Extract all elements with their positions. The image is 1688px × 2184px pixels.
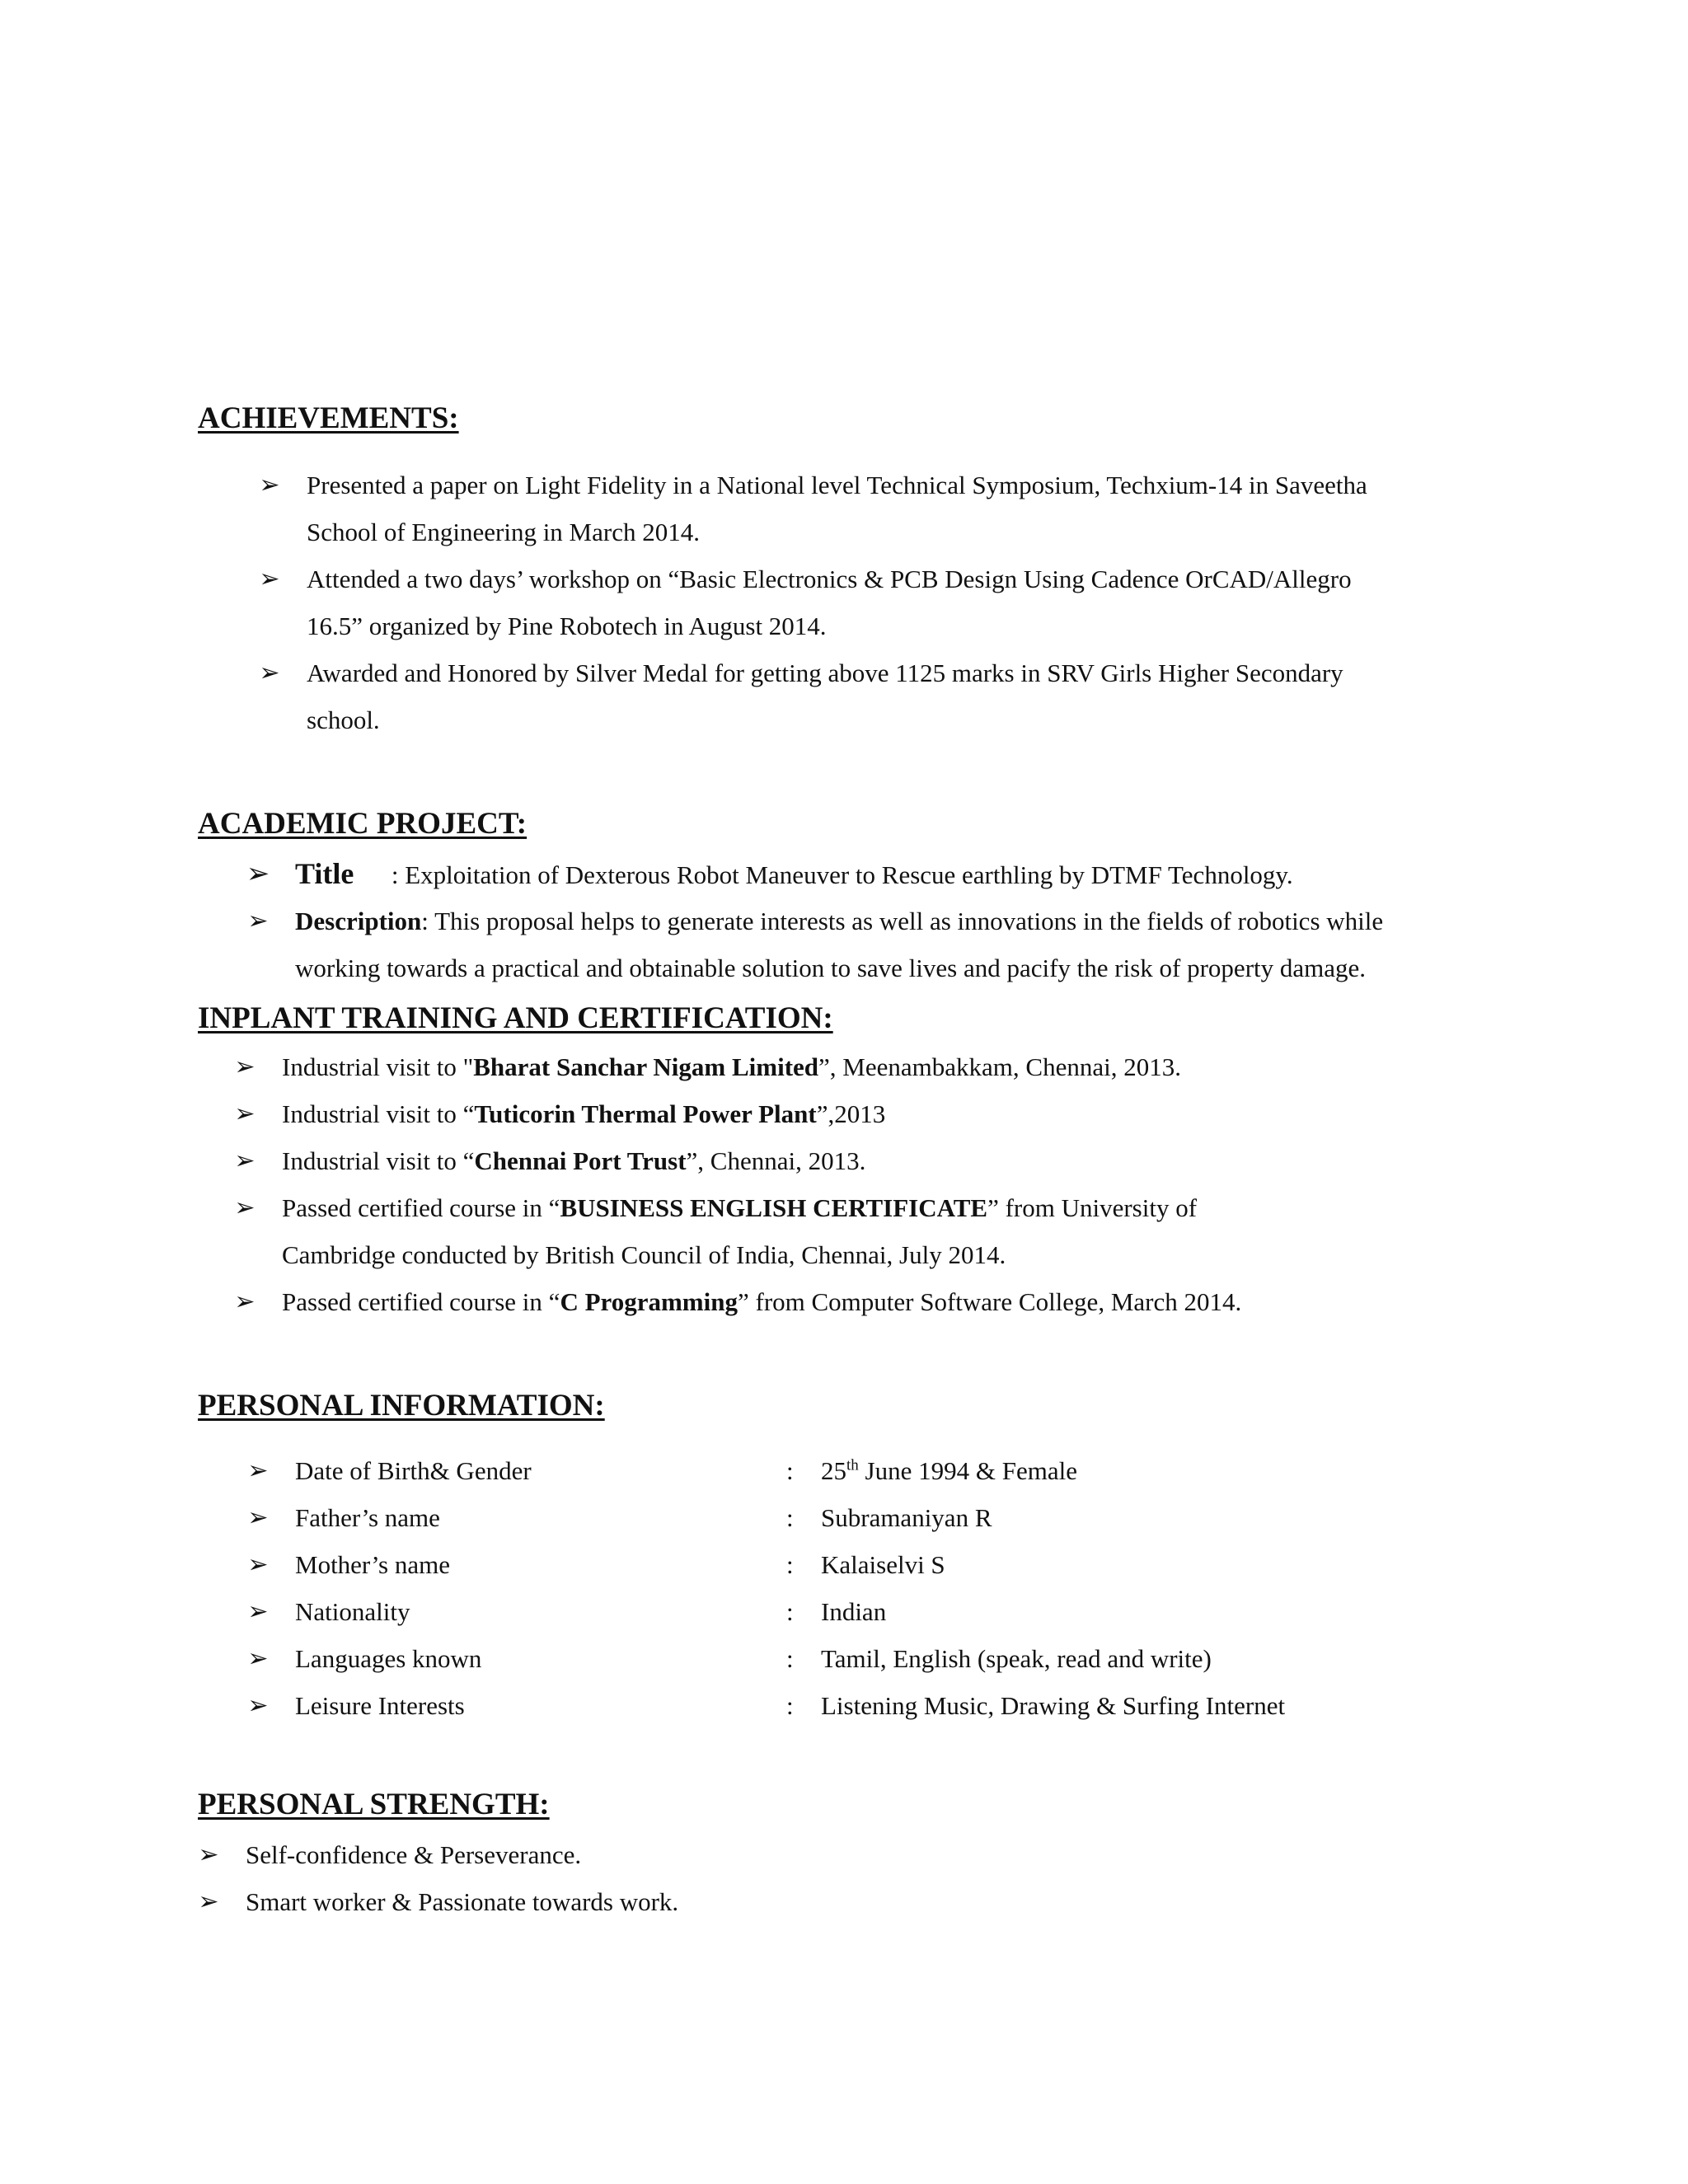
- inplant-item-1-post: ”, Meenambakkam, Chennai, 2013.: [818, 1052, 1181, 1081]
- nationality-value: Indian: [821, 1597, 887, 1626]
- inplant-item-3: [282, 1137, 865, 1184]
- bullet-icon: ➢: [234, 1288, 256, 1315]
- inplant-item-2-pre: Industrial visit to “: [282, 1099, 475, 1128]
- fathers-name-label: Father’s name: [295, 1503, 440, 1532]
- bullet-icon: ➢: [234, 1053, 256, 1080]
- inplant-item-4-line2: Cambridge conducted by British Council of India, Chennai, July 2014.: [282, 1240, 1006, 1269]
- bullet-icon: ➢: [246, 859, 270, 889]
- achievement-2-line2: 16.5” organized by Pine Robotech in August 2014.: [307, 612, 827, 640]
- inplant-item-2-bold: Tuticorin Thermal Power Plant: [474, 1099, 817, 1128]
- inplant-item-4-pre: Passed certified course in “: [282, 1193, 560, 1222]
- inplant-item-5-pre: Passed certified course in “: [282, 1287, 560, 1316]
- bullet-icon: ➢: [247, 1692, 269, 1719]
- inplant-item-4-bold: BUSINESS ENGLISH CERTIFICATE: [560, 1193, 988, 1222]
- achievement-1-line1: Presented a paper on Light Fidelity in a National level Technical Symposium, Techxium-14 in Saveetha: [307, 471, 1367, 499]
- nationality-separator: :: [786, 1597, 794, 1626]
- project-title-row: [295, 851, 1293, 898]
- mothers-name-separator: :: [786, 1550, 794, 1579]
- leisure-separator: :: [786, 1691, 794, 1720]
- bullet-icon: ➢: [259, 659, 280, 687]
- inplant-item-3-pre: Industrial visit to “: [282, 1146, 475, 1175]
- nationality-label: Nationality: [295, 1597, 410, 1626]
- academic-project-heading: ACADEMIC PROJECT:: [198, 807, 528, 841]
- achievement-3-line1: Awarded and Honored by Silver Medal for getting above 1125 marks in SRV Girls Higher Secondary: [307, 658, 1343, 687]
- languages-separator: :: [786, 1644, 794, 1673]
- bullet-icon: ➢: [247, 1551, 269, 1578]
- languages-value: Tamil, English (speak, read and write): [821, 1644, 1212, 1673]
- mothers-name-value: Kalaiselvi S: [821, 1550, 945, 1579]
- leisure-value: Listening Music, Drawing & Surfing Internet: [821, 1691, 1286, 1720]
- bullet-icon: ➢: [247, 1457, 269, 1484]
- achievement-1-line2: School of Engineering in March 2014.: [307, 518, 700, 546]
- achievements-heading: ACHIEVEMENTS:: [198, 401, 459, 435]
- inplant-item-3-bold: Chennai Port Trust: [474, 1146, 687, 1175]
- project-description-row: [295, 898, 1383, 944]
- mothers-name-label: Mother’s name: [295, 1550, 450, 1579]
- inplant-item-4-post: ” from University of: [987, 1193, 1198, 1222]
- bullet-icon: ➢: [247, 1504, 269, 1531]
- personal-strength-heading: PERSONAL STRENGTH:: [198, 1788, 550, 1821]
- inplant-item-1-bold: Bharat Sanchar Nigam Limited: [473, 1052, 819, 1081]
- fathers-name-value: Subramaniyan R: [821, 1503, 992, 1532]
- inplant-item-5: [282, 1278, 1241, 1325]
- dob-label: Date of Birth& Gender: [295, 1456, 532, 1485]
- bullet-icon: ➢: [234, 1100, 256, 1127]
- dob-suffix: th: [846, 1456, 859, 1474]
- inplant-heading: INPLANT TRAINING AND CERTIFICATION:: [198, 1001, 833, 1035]
- inplant-item-1: [282, 1043, 1181, 1090]
- bullet-icon: ➢: [247, 907, 269, 935]
- languages-label: Languages known: [295, 1644, 482, 1673]
- bullet-icon: ➢: [234, 1194, 256, 1221]
- bullet-icon: ➢: [259, 471, 280, 499]
- project-description-line2: working towards a practical and obtainable solution to save lives and pacify the risk of property damage.: [295, 954, 1367, 982]
- bullet-icon: ➢: [198, 1841, 219, 1868]
- achievement-2-line1: Attended a two days’ workshop on “Basic Electronics & PCB Design Using Cadence OrCAD/Allegro: [307, 565, 1352, 593]
- inplant-item-1-pre: Industrial visit to ": [282, 1052, 474, 1081]
- personal-info-heading: PERSONAL INFORMATION:: [198, 1389, 605, 1422]
- fathers-name-separator: :: [786, 1503, 794, 1532]
- bullet-icon: ➢: [198, 1888, 219, 1915]
- inplant-item-3-post: ”, Chennai, 2013.: [686, 1146, 866, 1175]
- bullet-icon: ➢: [247, 1645, 269, 1672]
- project-title-value: : Exploitation of Dexterous Robot Maneuver to Rescue earthling by DTMF Technology.: [391, 860, 1293, 889]
- achievement-3-line2: school.: [307, 705, 380, 734]
- dob-rest: June 1994 & Female: [858, 1456, 1077, 1485]
- strength-item-1: Self-confidence & Perseverance.: [246, 1840, 582, 1869]
- dob-separator: :: [786, 1456, 794, 1485]
- project-description-line1: : This proposal helps to generate interests as well as innovations in the fields of robotics while: [421, 907, 1384, 935]
- project-title-label: Title: [295, 857, 354, 890]
- leisure-label: Leisure Interests: [295, 1691, 465, 1720]
- dob-value: [821, 1447, 1077, 1494]
- inplant-item-5-bold: C Programming: [560, 1287, 738, 1316]
- strength-item-2: Smart worker & Passionate towards work.: [246, 1887, 679, 1916]
- inplant-item-2-post: ”,2013: [816, 1099, 886, 1128]
- inplant-item-5-post: ” from Computer Software College, March 2014.: [737, 1287, 1242, 1316]
- bullet-icon: ➢: [247, 1598, 269, 1625]
- bullet-icon: ➢: [259, 565, 280, 593]
- dob-day: 25: [821, 1456, 846, 1485]
- bullet-icon: ➢: [234, 1147, 256, 1174]
- project-description-label: Description: [295, 907, 422, 935]
- inplant-item-2: [282, 1090, 885, 1137]
- inplant-item-4: [282, 1184, 1197, 1231]
